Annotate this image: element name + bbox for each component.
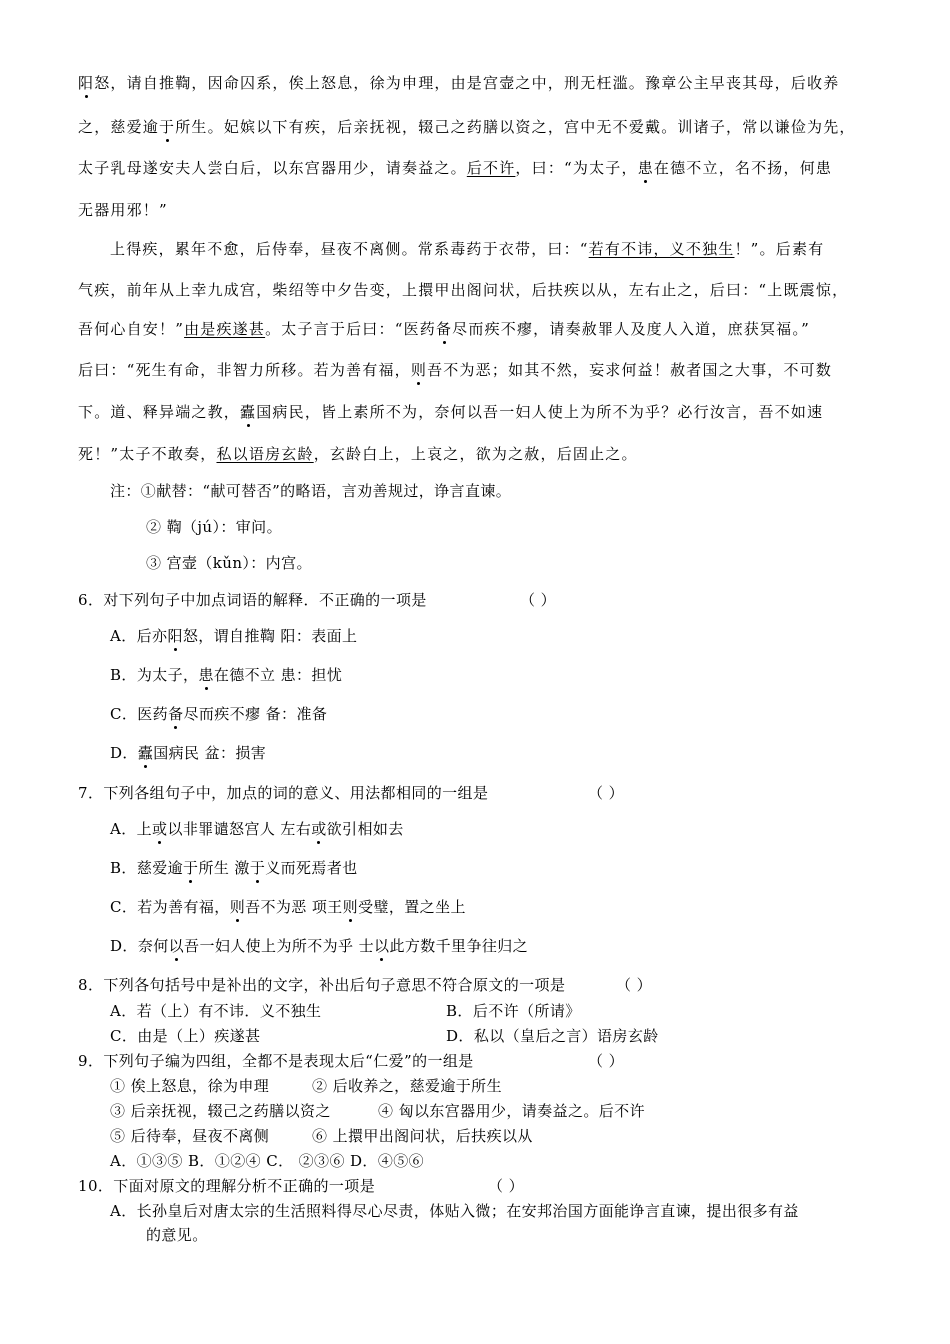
option-b bbox=[110, 664, 342, 685]
text-span: 所生。妃嫔以下有疾，后亲抚视，辍己之药膳以资之，宫中无不爱戴。训诸子，常以谦俭为先， bbox=[175, 118, 856, 136]
text-span: 之，慈爱逾 bbox=[78, 118, 160, 136]
emphasis-char: 于 bbox=[249, 859, 266, 877]
option-text: 吾一妇人使上为所不为乎 士 bbox=[184, 937, 375, 955]
question-6-stem bbox=[78, 589, 427, 610]
option-text: A．后亦 bbox=[110, 627, 168, 645]
passage-line bbox=[78, 318, 810, 339]
text-span: 尽而疾不瘳，请奏赦罪人及度人入道，庶获冥福。” bbox=[452, 320, 810, 338]
option-c: C．由是（上）疾遂甚 bbox=[110, 1027, 261, 1045]
answer-paren: （ ） bbox=[588, 1052, 624, 1070]
emphasis-char: 于 bbox=[183, 859, 199, 877]
statement-item: ② 后收养之，慈爱逾于所生 bbox=[312, 1077, 502, 1095]
text-span: 国病民，皆上素所不为，奈何以吾一妇人使上为所不为乎？必行汝言，吾不如速 bbox=[256, 403, 824, 421]
emphasis-char: 蠹 bbox=[137, 744, 154, 762]
emphasis-char: 则 bbox=[410, 361, 428, 379]
statement-item: ③ 后亲抚视，辍己之药膳以资之 bbox=[110, 1102, 331, 1120]
passage-line bbox=[78, 116, 856, 137]
option-text: 所生 激 bbox=[198, 859, 250, 877]
note-1: 注：①献替：“献可替否”的略语，言劝善规过，诤言直谏。 bbox=[110, 482, 512, 500]
answer-paren: （ ） bbox=[588, 784, 624, 802]
text-span: 吾不为恶；如其不然，妄求何益！赦者国之大事，不可数 bbox=[427, 361, 833, 379]
text-span: 。太子言于后曰：“医药 bbox=[265, 320, 436, 338]
emphasis-char: 以 bbox=[374, 937, 390, 955]
text-span: 在德不立，名不扬，何患 bbox=[653, 159, 833, 177]
option-text: 吾不为恶 项王 bbox=[245, 898, 343, 916]
emphasis-char: 患 bbox=[637, 159, 654, 177]
question-8-stem: 8．下列各句括号中是补出的文字，补出后句子意思不符合原文的一项是 bbox=[78, 976, 566, 994]
question-9-stem: 9．下列句子编为四组，全都不是表现太后“仁爱”的一组是 bbox=[78, 1052, 474, 1070]
answer-paren: （ ） bbox=[616, 976, 652, 994]
emphasis-char: 以 bbox=[168, 937, 185, 955]
option-a bbox=[110, 818, 404, 839]
option-d: D．私以（皇后之言）语房玄龄 bbox=[446, 1027, 659, 1045]
option-c bbox=[110, 703, 327, 724]
option-c bbox=[110, 896, 466, 917]
question-10-stem: 10．下面对原文的理解分析不正确的一项是 bbox=[78, 1177, 376, 1195]
option-d bbox=[110, 742, 266, 763]
option-text: 受璧，置之坐上 bbox=[358, 898, 466, 916]
statement-item: ⑥ 上擐甲出阁问状，后扶疾以从 bbox=[312, 1127, 533, 1145]
passage-line bbox=[78, 401, 823, 422]
option-text: D．奈何 bbox=[110, 937, 169, 955]
text-span: ，玄龄白上，上哀之，欲为之赦，后固止之。 bbox=[313, 445, 638, 463]
option-text: 尽而疾不瘳 备：准备 bbox=[183, 705, 328, 723]
passage-line: 无器用邪！” bbox=[78, 201, 168, 219]
option-text: A．上 bbox=[110, 820, 153, 838]
option-a: A．若（上）有不讳．义不独生 bbox=[110, 1002, 322, 1020]
passage-line bbox=[78, 443, 638, 464]
option-text: 以非罪谴怒宫人 左右 bbox=[167, 820, 312, 838]
option-text: D． bbox=[110, 744, 138, 762]
emphasis-char: 备 bbox=[435, 320, 453, 338]
emphasis-char: 则 bbox=[229, 898, 246, 916]
passage-line bbox=[78, 157, 832, 178]
passage-line bbox=[110, 238, 824, 259]
underlined-phrase: 由是疾遂甚 bbox=[184, 320, 266, 338]
emphasis-char: 则 bbox=[342, 898, 359, 916]
note-3: ③ 宫壸（kǔn）：内宫。 bbox=[146, 554, 312, 572]
text-span: 怒，请自推鞫，因命囚系，俟上怒息，徐为申理，由是宫壸之中，刑无枉滥。豫章公主早丧其母，后收养 bbox=[94, 74, 840, 92]
text-span: 吾何心自安！” bbox=[78, 320, 185, 338]
emphasis-char: 阳 bbox=[167, 627, 183, 645]
question-7-stem: 7．下列各组句子中，加点的词的意义、用法都相同的一组是 bbox=[78, 784, 489, 802]
statement-item: ① 俟上怒息，徐为申理 bbox=[110, 1077, 270, 1095]
answer-paren: （ ） bbox=[488, 1177, 524, 1195]
option-text: 怒，谓自推鞫 阳：表面上 bbox=[182, 627, 358, 645]
option-a-continuation: 的意见。 bbox=[146, 1226, 208, 1244]
statement-item: ⑤ 后待奉，昼夜不离侧 bbox=[110, 1127, 270, 1145]
passage-line: 气疾，前年从上幸九成宫，柴绍等中夕告变，上擐甲出阁问状，后扶疾以从，左右止之，后曰：“上既震惊， bbox=[78, 281, 849, 299]
option-text: 在德不立 患：担忧 bbox=[213, 666, 343, 684]
emphasis-char: 或 bbox=[152, 820, 168, 838]
underlined-phrase: 后不许 bbox=[466, 159, 516, 177]
option-b bbox=[110, 857, 358, 878]
choices-line: A．①③⑤ B．①②④ C． ②③⑥ D．④⑤⑥ bbox=[110, 1152, 425, 1170]
text-span: 死！”太子不敢奏， bbox=[78, 445, 217, 463]
option-text: C．医药 bbox=[110, 705, 169, 723]
question-text: 6．对下列句子中加点词语的解释．不正确的一项是 bbox=[78, 591, 427, 609]
option-text: 国病民 盆：损害 bbox=[153, 744, 267, 762]
emphasis-char: 备 bbox=[168, 705, 184, 723]
option-a: A．长孙皇后对唐太宗的生活照料得尽心尽责，体贴入微；在安邦治国方面能诤言直谏，提出很多有益 bbox=[110, 1202, 799, 1220]
text-span: 下。道、释异端之教， bbox=[78, 403, 241, 421]
text-span: ！”。后素有 bbox=[734, 240, 825, 258]
text-span: 后曰：“死生有命，非智力所移。若为善有福， bbox=[78, 361, 411, 379]
option-text: 欲引相如去 bbox=[326, 820, 404, 838]
option-d bbox=[110, 935, 528, 956]
text-span: ，曰：“为太子， bbox=[515, 159, 638, 177]
answer-paren: （ ） bbox=[520, 591, 556, 609]
text-span: 太子乳母遂安夫人尝白后，以东宫器用少，请奏益之。 bbox=[78, 159, 467, 177]
text-span: 上得疾，累年不愈，后侍奉，昼夜不离侧。常系毒药于衣带，曰：“ bbox=[110, 240, 589, 258]
passage-line bbox=[78, 359, 832, 380]
emphasis-char: 患 bbox=[198, 666, 214, 684]
note-2: ② 鞫（jú）：审问。 bbox=[146, 518, 282, 536]
option-text: B．为太子， bbox=[110, 666, 199, 684]
option-text: C．若为善有福， bbox=[110, 898, 230, 916]
underlined-phrase: 若有不讳，义不独生 bbox=[588, 240, 735, 258]
option-b: B．后不许（所请》 bbox=[446, 1002, 581, 1020]
emphasis-char: 或 bbox=[311, 820, 327, 838]
emphasis-char: 蠹 bbox=[240, 403, 257, 421]
underlined-phrase: 私以语房玄龄 bbox=[216, 445, 314, 463]
option-text: 此方数千里争往归之 bbox=[389, 937, 529, 955]
emphasis-char: 阳 bbox=[78, 74, 95, 92]
passage-line bbox=[78, 72, 839, 93]
option-a bbox=[110, 625, 357, 646]
emphasis-char: 于 bbox=[159, 118, 176, 136]
option-text: B．慈爱逾 bbox=[110, 859, 184, 877]
option-text: 义而死焉者也 bbox=[265, 859, 358, 877]
statement-item: ④ 匈以东宫器用少，请奏益之。后不许 bbox=[378, 1102, 645, 1120]
